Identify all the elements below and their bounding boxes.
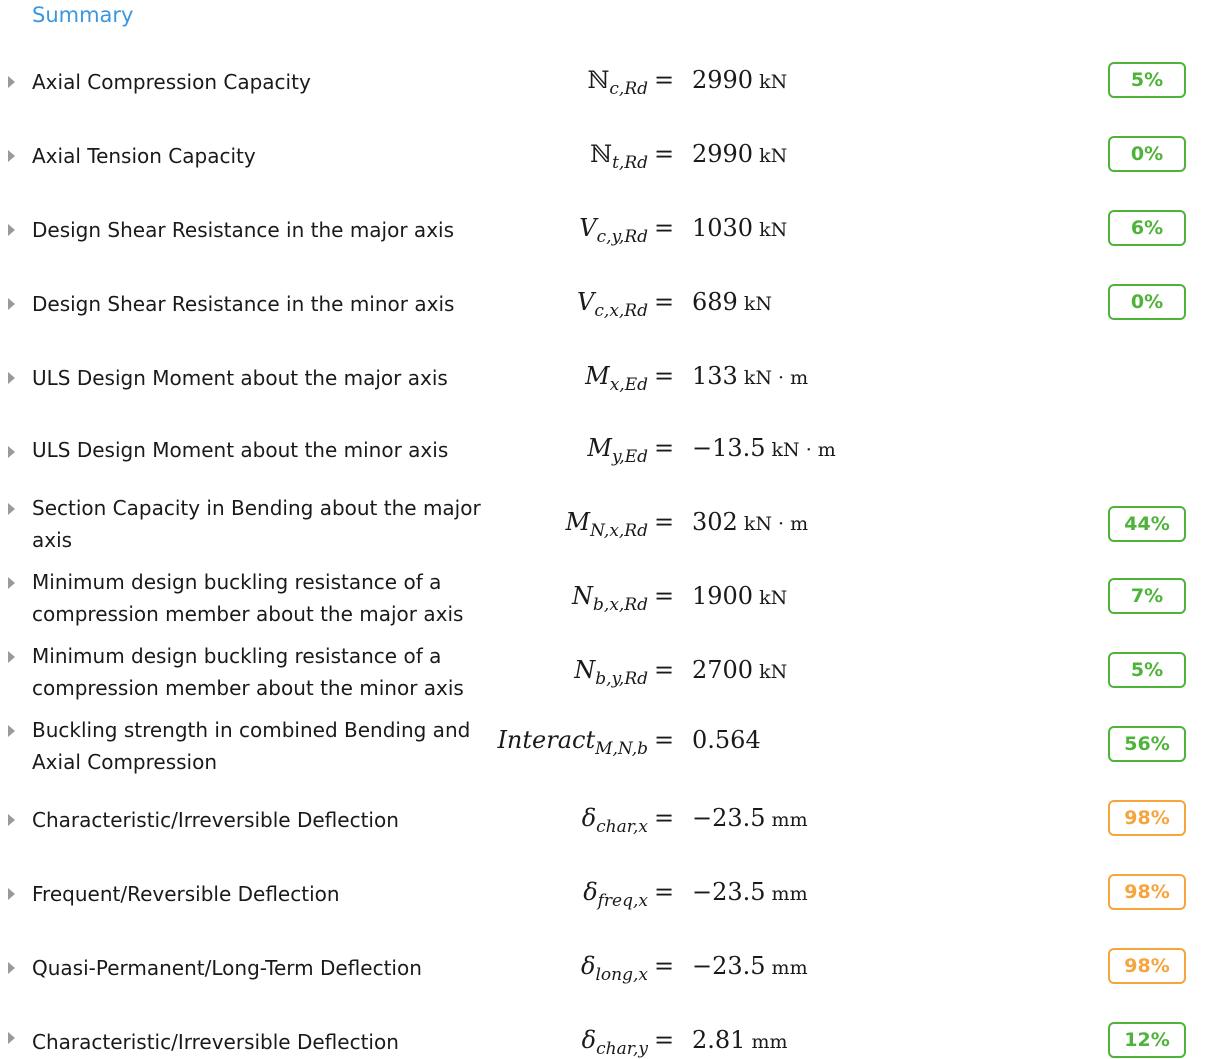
row-label[interactable]: Characteristic/Irreversible Deflection	[32, 808, 399, 832]
equals-sign: =	[654, 66, 675, 94]
expand-caret-icon[interactable]	[8, 298, 15, 310]
row-symbol: $M_{N,x,Rd}$	[565, 508, 648, 541]
utilization-badge: 5%	[1108, 652, 1186, 688]
row-symbol: $V_{c,x,Rd}$	[577, 288, 648, 321]
summary-row	[0, 640, 1216, 704]
row-value: 133 kN · m	[692, 362, 809, 390]
equals-sign: =	[654, 288, 675, 316]
row-symbol: ℕ$_{t,Rd}$	[590, 140, 648, 173]
row-symbol: $\delta_{freq,x}$	[583, 878, 648, 911]
summary-row	[0, 566, 1216, 630]
row-label[interactable]: Minimum design buckling resistance of a compression member about the minor axis	[32, 644, 464, 700]
utilization-badge: 56%	[1108, 726, 1186, 762]
row-value: 302 kN · m	[692, 508, 809, 536]
utilization-badge: 98%	[1108, 874, 1186, 910]
summary-row	[0, 948, 1216, 988]
row-label[interactable]: ULS Design Moment about the major axis	[32, 366, 448, 390]
row-symbol: Interact$_{M,N,b}$	[497, 726, 648, 759]
summary-row	[0, 62, 1216, 102]
expand-caret-icon[interactable]	[8, 651, 15, 663]
utilization-badge: 98%	[1108, 948, 1186, 984]
expand-caret-icon[interactable]	[8, 446, 15, 458]
row-value: 689 kN	[692, 288, 772, 316]
equals-sign: =	[654, 656, 675, 684]
row-label[interactable]: Quasi-Permanent/Long-Term Deflection	[32, 956, 422, 980]
row-symbol: $\delta_{char,y}$	[581, 1026, 648, 1059]
row-label[interactable]: Section Capacity in Bending about the major axis	[32, 496, 481, 552]
row-value: −23.5 mm	[692, 804, 808, 832]
expand-caret-icon[interactable]	[8, 1032, 15, 1044]
utilization-badge: 98%	[1108, 800, 1186, 836]
row-value: −23.5 mm	[692, 878, 808, 906]
row-symbol: $N_{b,x,Rd}$	[572, 582, 648, 615]
row-symbol: $M_{y,Ed}$	[587, 434, 648, 467]
expand-caret-icon[interactable]	[8, 503, 15, 515]
row-value: 0.564	[692, 726, 761, 754]
utilization-badge: 12%	[1108, 1022, 1186, 1058]
row-label[interactable]: Minimum design buckling resistance of a compression member about the major axis	[32, 570, 464, 626]
expand-caret-icon[interactable]	[8, 372, 15, 384]
utilization-badge: 7%	[1108, 578, 1186, 614]
equals-sign: =	[654, 804, 675, 832]
equals-sign: =	[654, 582, 675, 610]
equals-sign: =	[654, 1026, 675, 1054]
row-label[interactable]: Characteristic/Irreversible Deflection	[32, 1030, 399, 1054]
row-label[interactable]: Axial Tension Capacity	[32, 144, 256, 168]
row-value: 1900 kN	[692, 582, 788, 610]
equals-sign: =	[654, 878, 675, 906]
row-symbol: $\delta_{char,x}$	[581, 804, 648, 837]
expand-caret-icon[interactable]	[8, 725, 15, 737]
summary-row	[0, 714, 1216, 778]
row-value: 2990 kN	[692, 140, 788, 168]
utilization-badge: 5%	[1108, 62, 1186, 98]
row-symbol: ℕ$_{c,Rd}$	[587, 66, 648, 99]
utilization-badge: 6%	[1108, 210, 1186, 246]
summary-row	[0, 358, 1216, 398]
equals-sign: =	[654, 362, 675, 390]
row-value: 2990 kN	[692, 66, 788, 94]
row-symbol: $N_{b,y,Rd}$	[574, 656, 648, 689]
row-symbol: $M_{x,Ed}$	[585, 362, 648, 395]
summary-row	[0, 800, 1216, 840]
utilization-badge: 44%	[1108, 506, 1186, 542]
expand-caret-icon[interactable]	[8, 150, 15, 162]
utilization-badge: 0%	[1108, 284, 1186, 320]
summary-row	[0, 136, 1216, 176]
row-label[interactable]: Design Shear Resistance in the major axis	[32, 218, 455, 242]
summary-header[interactable]: Summary	[32, 3, 134, 27]
row-label[interactable]: Frequent/Reversible Deflection	[32, 882, 340, 906]
row-symbol: $\delta_{long,x}$	[581, 952, 648, 985]
equals-sign: =	[654, 508, 675, 536]
expand-caret-icon[interactable]	[8, 76, 15, 88]
row-symbol: $V_{c,y,Rd}$	[579, 214, 648, 247]
summary-row	[0, 1022, 1216, 1059]
summary-row	[0, 284, 1216, 324]
row-value: −13.5 kN · m	[692, 434, 836, 462]
equals-sign: =	[654, 434, 675, 462]
row-label[interactable]: Buckling strength in combined Bending and Axial Compression	[32, 718, 471, 774]
expand-caret-icon[interactable]	[8, 577, 15, 589]
expand-caret-icon[interactable]	[8, 814, 15, 826]
expand-caret-icon[interactable]	[8, 888, 15, 900]
equals-sign: =	[654, 140, 675, 168]
expand-caret-icon[interactable]	[8, 224, 15, 236]
row-value: 2.81 mm	[692, 1026, 788, 1054]
equals-sign: =	[654, 214, 675, 242]
row-value: 1030 kN	[692, 214, 788, 242]
row-label[interactable]: Design Shear Resistance in the minor axis	[32, 292, 455, 316]
row-value: −23.5 mm	[692, 952, 808, 980]
row-label[interactable]: Axial Compression Capacity	[32, 70, 311, 94]
row-value: 2700 kN	[692, 656, 788, 684]
summary-row	[0, 874, 1216, 914]
expand-caret-icon[interactable]	[8, 962, 15, 974]
equals-sign: =	[654, 952, 675, 980]
summary-row	[0, 492, 1216, 556]
row-label[interactable]: ULS Design Moment about the minor axis	[32, 438, 449, 462]
summary-row	[0, 432, 1216, 472]
utilization-badge: 0%	[1108, 136, 1186, 172]
equals-sign: =	[654, 726, 675, 754]
summary-row	[0, 210, 1216, 250]
